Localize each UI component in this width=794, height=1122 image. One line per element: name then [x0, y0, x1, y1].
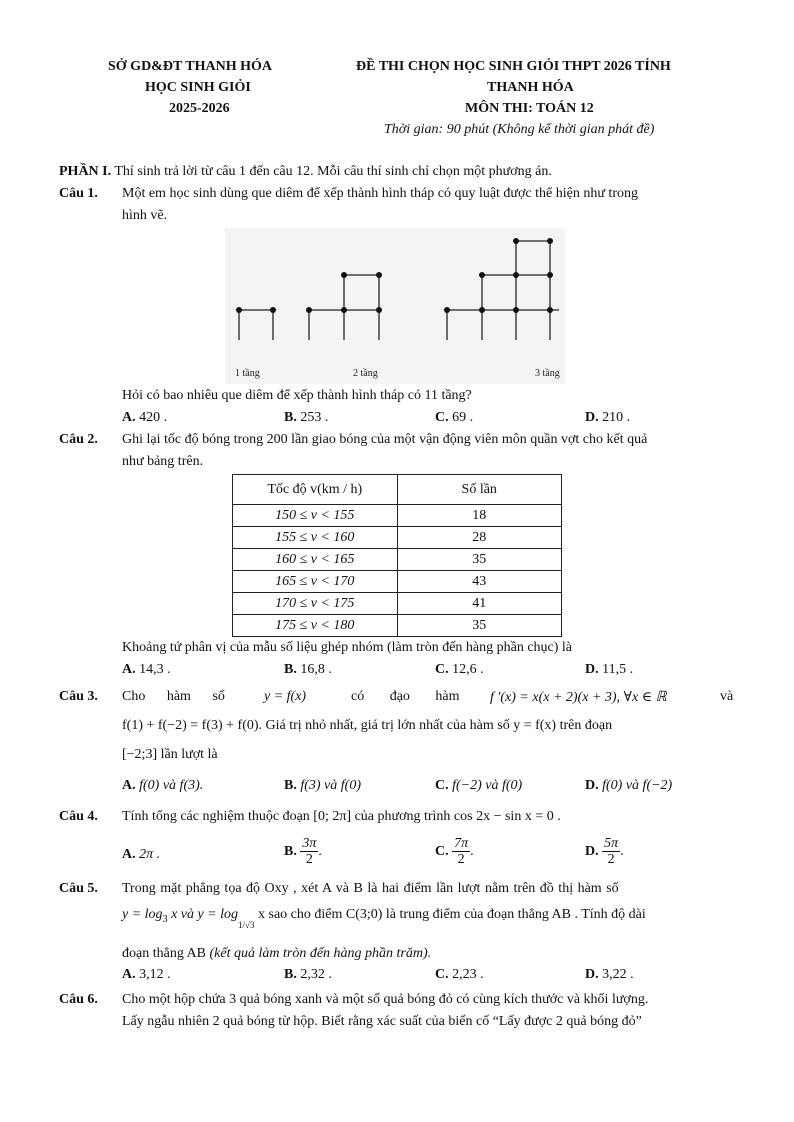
exam-level: HỌC SINH GIỎI [145, 80, 251, 95]
q3-line1c: có đạo hàm [351, 689, 460, 704]
table-row: 155 ≤ v < 160 28 [233, 527, 562, 549]
q4-option-d[interactable]: D. $\frac{5\pi}{2}$ . [585, 836, 624, 868]
school-year: 2025-2026 [169, 101, 230, 116]
exam-time: Thời gian: 90 phút (Không kể thời gian phát đề) [384, 122, 655, 137]
q4-text: Tính tổng các nghiệm thuộc đoạn [0; 2π] của phương trình cos 2x − sin x = 0 . [122, 809, 561, 824]
q5-label: Câu 5. [59, 881, 98, 896]
q3-option-a[interactable]: A. f(0) và f(3). [122, 778, 204, 793]
part-instructions [59, 164, 552, 180]
q3-option-d[interactable]: D. f(0) và f(−2) [585, 778, 673, 793]
part-text: Thí sinh trả lời từ câu 1 đến câu 12. Mỗi câu thí sinh chỉ chọn một phương án. [114, 164, 552, 179]
q2-question: Khoảng tứ phân vị của mẫu số liệu ghép nhóm (làm tròn đến hàng phần chục) là [122, 640, 573, 655]
q3-line1d: f '(x) = x(x + 2)(x + 3), ∀x ∈ ℝ [490, 690, 667, 705]
school-name: SỞ GD&ĐT THANH HÓA [108, 59, 273, 74]
speed-frequency-table [232, 474, 562, 637]
q5-line2: $y = \log_3 x$ và $y = \log_{1/√3} x$ sao cho điểm C(3;0) là trung điểm của đoạn thẳng AB . Tính độ dài [122, 907, 646, 930]
q3-line3: [−2;3] lần lượt là [122, 747, 218, 762]
q5-line3: đoạn thẳng AB (kết quả làm tròn đến hàng phần trăm). [122, 946, 432, 961]
q4-option-b[interactable]: B. $\frac{3\pi}{2}$ . [284, 836, 322, 868]
table-header-row [233, 475, 562, 505]
exam-subject: MÔN THI: TOÁN 12 [465, 101, 594, 116]
fig-label-2: 2 tầng [353, 368, 378, 379]
table-row: 165 ≤ v < 170 43 [233, 571, 562, 593]
q2-option-b[interactable]: B. 16,8 . [284, 662, 332, 677]
q4-option-a[interactable]: A. 2π . [122, 847, 161, 862]
figure-background [225, 228, 565, 384]
q1-option-d[interactable]: D. 210 . [585, 410, 631, 425]
q3-option-c[interactable]: C. f(−2) và f(0) [435, 778, 523, 793]
matchstick-figure [225, 228, 565, 384]
q6-line2: Lấy ngẫu nhiên 2 quả bóng từ hộp. Biết rằng xác suất của biến cố “Lấy được 2 quả bóng đỏ” [122, 1014, 642, 1029]
q6-label: Câu 6. [59, 992, 98, 1007]
q5-option-a[interactable]: A. 3,12 . [122, 967, 171, 982]
q6-line1: Cho một hộp chứa 3 quả bóng xanh và một số quả bóng đỏ có cùng kích thước và khối lượng. [122, 992, 649, 1007]
q2-option-d[interactable]: D. 11,5 . [585, 662, 634, 677]
q3-label: Câu 3. [59, 689, 98, 704]
table-row: 160 ≤ v < 165 35 [233, 549, 562, 571]
exam-title: ĐỀ THI CHỌN HỌC SINH GIỎI THPT 2026 TỈNH [356, 59, 671, 74]
q1-line2: hình vẽ. [122, 208, 168, 223]
table-header-speed: Tốc độ v(km / h) [233, 475, 398, 505]
q1-option-a[interactable]: A. 420 . [122, 410, 168, 425]
exam-province: THANH HÓA [487, 80, 574, 95]
table-row: 170 ≤ v < 175 41 [233, 593, 562, 615]
table-header-count: Số lần [397, 475, 562, 505]
q5-line1: Trong mặt phẳng tọa độ Oxy , xét A và B là hai điểm lần lượt nằm trên đồ thị hàm số [122, 881, 619, 896]
q1-line1: Một em học sinh dùng que diêm để xếp thành hình tháp có quy luật được thể hiện như trong [122, 186, 638, 201]
q2-label: Câu 2. [59, 432, 98, 447]
q3-line1e: và [720, 689, 734, 704]
q3-line1a: Cho hàm số [122, 689, 225, 704]
fig-label-3: 3 tầng [535, 368, 560, 379]
q2-line2: như bảng trên. [122, 454, 204, 469]
q3-line2: f(1) + f(−2) = f(3) + f(0). Giá trị nhỏ nhất, giá trị lớn nhất của hàm số y = f(x) trên đoạn [122, 718, 613, 733]
q5-option-b[interactable]: B. 2,32 . [284, 967, 332, 982]
q1-option-b[interactable]: B. 253 . [284, 410, 329, 425]
q1-option-c[interactable]: C. 69 . [435, 410, 474, 425]
q3-line1b: y = f(x) [264, 689, 307, 704]
table-row: 175 ≤ v < 180 35 [233, 615, 562, 637]
q3-option-b[interactable]: B. f(3) và f(0) [284, 778, 361, 793]
table-row: 150 ≤ v < 155 18 [233, 505, 562, 527]
fig-label-1: 1 tầng [235, 368, 260, 379]
q5-option-c[interactable]: C. 2,23 . [435, 967, 484, 982]
q4-label: Câu 4. [59, 809, 98, 824]
q1-label: Câu 1. [59, 186, 98, 201]
q2-option-a[interactable]: A. 14,3 . [122, 662, 171, 677]
q1-question: Hỏi có bao nhiêu que diêm để xếp thành hình tháp có 11 tầng? [122, 388, 472, 403]
q2-option-c[interactable]: C. 12,6 . [435, 662, 484, 677]
q2-line1: Ghi lại tốc độ bóng trong 200 lần giao bóng của một vận động viên môn quần vợt cho kết quả [122, 432, 648, 447]
q5-option-d[interactable]: D. 3,22 . [585, 967, 634, 982]
q4-option-c[interactable]: C. $\frac{7\pi}{2}$ . [435, 836, 474, 868]
part-label: PHẦN I. [59, 164, 112, 179]
